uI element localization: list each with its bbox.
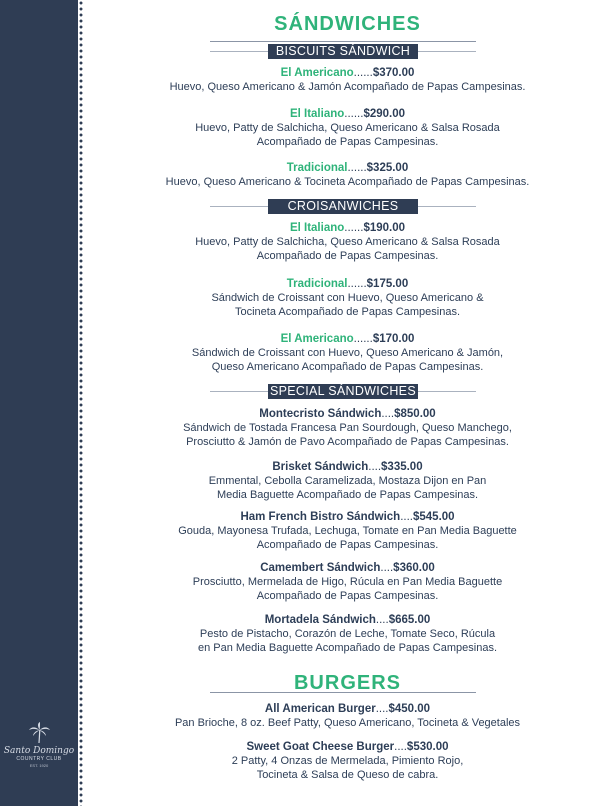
item-price: $665.00 [388,614,431,626]
item-description: Sándwich de Croissant con Huevo, Queso Americano & [211,292,484,304]
menu-item-title [90,460,605,474]
item-name: El Americano [280,67,354,79]
item-dots: ...... [347,278,367,290]
section-title-burgers: BURGERS [293,672,401,694]
menu-item-title [90,407,605,421]
menu-item-title [90,221,605,235]
subsection-biscuits: BISCUITS SÁNDWICH [268,44,418,59]
menu-item [90,221,605,263]
item-price: $325.00 [366,162,409,174]
item-price: $190.00 [363,222,406,234]
menu-item-title [90,510,605,524]
section-title-sandwiches: SÁNDWICHES [274,13,421,35]
menu-item [90,107,605,149]
heading-underline [210,41,476,42]
menu-item [90,66,605,94]
item-dots: ...... [347,162,367,174]
item-name: All American Burger [264,703,376,715]
logo-est: EST. 1920 [29,763,49,768]
item-name: Mortadela Sándwich [264,614,376,626]
dotted-border [78,0,84,806]
item-description: Huevo, Patty de Salchicha, Queso Americano & Salsa Rosada [195,236,500,248]
item-description: Pan Brioche, 8 oz. Beef Patty, Queso Americano, Tocineta & Vegetales [174,717,521,729]
menu-item-title [90,740,605,754]
item-name: El Italiano [289,222,345,234]
menu-item-title [90,702,605,716]
menu-item [90,332,605,374]
item-description: Media Baguette Acompañado de Papas Campesinas. [216,489,479,501]
sidebar [0,0,78,806]
item-description: Huevo, Queso Americano & Jamón Acompañado de Papas Campesinas. [169,81,526,93]
item-price: $175.00 [366,278,409,290]
club-logo [0,722,78,768]
item-price: $370.00 [372,67,415,79]
item-dots: .... [375,614,389,626]
item-price: $360.00 [393,562,435,574]
menu-item [90,161,605,189]
item-description: 2 Patty, 4 Onzas de Mermelada, Pimiento Rojo, [231,755,464,767]
item-name: El Americano [280,333,354,345]
item-description: Prosciutto & Jamón de Pavo Acompañado de Papas Campesinas. [186,436,509,448]
item-dots: .... [368,461,382,473]
item-dots: .... [380,562,394,574]
menu-item [90,561,605,603]
subsection-special: SPECIAL SÁNDWICHES [268,384,418,399]
menu-content [90,0,605,806]
item-dots: .... [375,703,389,715]
item-description: en Pan Media Baguette Acompañado de Papas Campesinas. [197,642,498,654]
menu-item [90,510,605,552]
menu-item-title [90,66,605,80]
item-description: Huevo, Patty de Salchicha, Queso Americano & Salsa Rosada [195,122,500,134]
item-price: $335.00 [381,461,423,473]
item-description: Sándwich de Croissant con Huevo, Queso Americano & Jamón, [191,347,504,359]
item-description: Acompañado de Papas Campesinas. [256,539,439,551]
item-description: Emmental, Cebolla Caramelizada, Mostaza Dijon en Pan [208,475,487,487]
menu-item-title [90,332,605,346]
item-name: Camembert Sándwich [260,562,381,574]
menu-item-title [90,107,605,121]
menu-item [90,613,605,655]
item-description: Acompañado de Papas Campesinas. [256,590,439,602]
item-dots: ...... [353,333,373,345]
subsection-croisanwiches: CROISANWICHES [268,199,418,214]
item-description: Acompañado de Papas Campesinas. [256,250,439,262]
item-name: Montecristo Sándwich [259,408,382,420]
item-dots: .... [400,511,413,523]
item-description: Prosciutto, Mermelada de Higo, Rúcula en Pan Media Baguette [192,576,503,588]
item-name: El Italiano [289,108,345,120]
item-description: Acompañado de Papas Campesinas. [256,136,439,148]
item-description: Pesto de Pistacho, Corazón de Leche, Tomate Seco, Rúcula [199,628,496,640]
item-description: Tocineta Acompañado de Papas Campesinas. [234,306,461,318]
logo-script: Santo Domingo [3,746,75,756]
menu-item [90,277,605,319]
item-description: Gouda, Mayonesa Trufada, Lechuga, Tomate en Pan Media Baguette [178,525,517,537]
item-dots: ...... [344,222,364,234]
item-dots: .... [394,741,407,753]
logo-club: COUNTRY CLUB [16,756,62,762]
item-price: $290.00 [363,108,406,120]
item-price: $545.00 [412,511,455,523]
menu-item-title [90,161,605,175]
palm-tree-icon [26,722,52,744]
item-name: Sweet Goat Cheese Burger [246,741,395,753]
item-name: Ham French Bistro Sándwich [240,511,401,523]
menu-item-title [90,277,605,291]
item-price: $450.00 [388,703,431,715]
menu-item-title [90,613,605,627]
item-dots: .... [381,408,395,420]
item-name: Tradicional [286,162,348,174]
item-price: $850.00 [394,408,436,420]
menu-item-title [90,561,605,575]
menu-item [90,460,605,502]
item-name: Tradicional [286,278,348,290]
item-description: Huevo, Queso Americano & Tocineta Acompañado de Papas Campesinas. [165,176,530,188]
item-description: Tocineta & Salsa de Queso de cabra. [256,769,439,781]
menu-item [90,407,605,449]
menu-item [90,702,605,730]
item-price: $170.00 [372,333,415,345]
item-dots: ...... [353,67,373,79]
item-dots: ...... [344,108,364,120]
item-price: $530.00 [406,741,449,753]
menu-item [90,740,605,782]
item-name: Brisket Sándwich [272,461,369,473]
item-description: Queso Americano Acompañado de Papas Campesinas. [211,361,484,373]
item-description: Sándwich de Tostada Francesa Pan Sourdough, Queso Manchego, [183,422,512,434]
